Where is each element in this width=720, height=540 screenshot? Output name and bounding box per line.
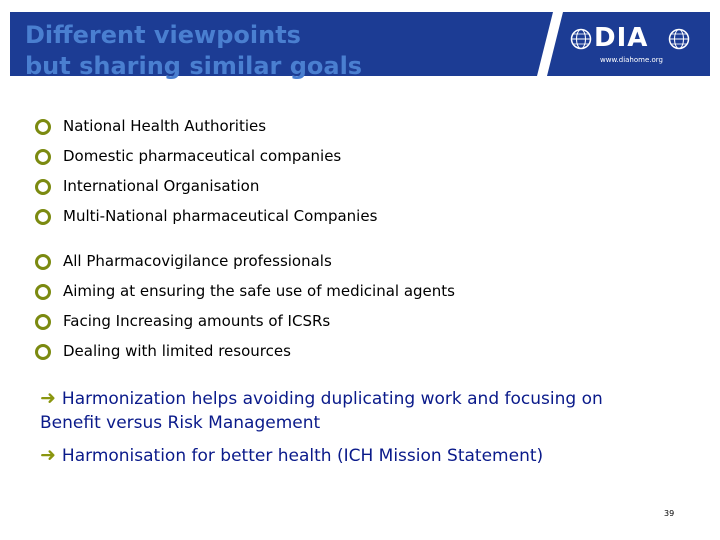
circle-bullet-icon	[35, 209, 51, 225]
arrow-right-icon: ➜	[40, 387, 56, 409]
shared-goals-list	[35, 249, 455, 369]
list-item-text: Dealing with limited resources	[63, 342, 291, 360]
list-item-text: International Organisation	[63, 177, 260, 195]
list-item	[35, 144, 377, 174]
list-item	[35, 174, 377, 204]
circle-bullet-icon	[35, 284, 51, 300]
list-item	[35, 339, 455, 369]
list-item	[35, 204, 377, 234]
title-line-2: but sharing similar goals	[25, 52, 363, 80]
globe-icon	[668, 28, 690, 50]
title-line-1: Different viewpoints	[25, 21, 301, 49]
list-item	[35, 249, 455, 279]
circle-bullet-icon	[35, 179, 51, 195]
list-item-text: Aiming at ensuring the safe use of medicinal agents	[63, 282, 455, 300]
logo-url: www.diahome.org	[600, 56, 663, 64]
circle-bullet-icon	[35, 149, 51, 165]
list-item-text: Multi-National pharmaceutical Companies	[63, 207, 378, 225]
page-title	[25, 20, 362, 82]
mission-text: Harmonisation for better health (ICH Mission Statement)	[61, 446, 544, 466]
list-item-text: Domestic pharmaceutical companies	[63, 147, 342, 165]
stakeholder-list	[35, 114, 377, 234]
dia-logo	[570, 22, 695, 72]
circle-bullet-icon	[35, 314, 51, 330]
list-item	[35, 279, 455, 309]
list-item	[35, 309, 455, 339]
circle-bullet-icon	[35, 344, 51, 360]
list-item-text: All Pharmacovigilance professionals	[63, 252, 332, 270]
mission-statement	[40, 443, 640, 468]
globe-icon	[570, 28, 592, 50]
arrow-right-icon: ➜	[40, 444, 56, 466]
harmonization-text: Harmonization helps avoiding duplicating work and focusing on Benefit versus Risk Management	[40, 389, 603, 433]
page-number: 39	[664, 509, 675, 518]
list-item-text: National Health Authorities	[63, 117, 267, 135]
list-item-text: Facing Increasing amounts of ICSRs	[63, 312, 331, 330]
circle-bullet-icon	[35, 254, 51, 270]
harmonization-statement	[40, 386, 630, 435]
logo-text: DIA	[594, 23, 649, 53]
circle-bullet-icon	[35, 119, 51, 135]
list-item	[35, 114, 377, 144]
